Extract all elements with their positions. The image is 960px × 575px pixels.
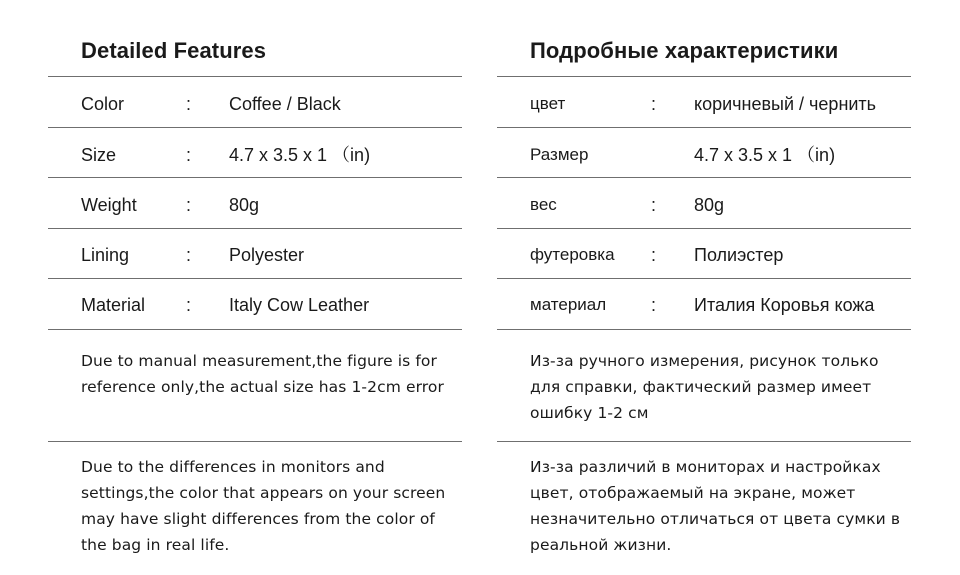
divider: [497, 76, 911, 77]
spec-row-material: [48, 280, 462, 330]
spec-colon: :: [651, 295, 657, 315]
spec-colon: :: [186, 295, 192, 315]
spec-label: материал: [530, 295, 607, 314]
spec-row-lining: [497, 230, 911, 280]
russian-heading: Подробные характеристики: [530, 38, 839, 63]
spec-value: Italy Cow Leather: [229, 295, 370, 315]
spec-value: 4.7 x 3.5 x 1 （in): [694, 145, 836, 165]
spec-label: вес: [530, 195, 557, 214]
spec-label: цвет: [530, 94, 566, 113]
spec-colon: :: [186, 94, 192, 114]
spec-value: 4.7 x 3.5 x 1 （in): [229, 145, 371, 165]
color-note: Due to the differences in monitors and settings,the color that appears on your screen may have slight differences from the color of the bag in real life.: [81, 458, 446, 554]
spec-row-lining: [48, 230, 462, 280]
divider: [497, 127, 911, 128]
divider: [48, 127, 462, 128]
spec-colon: :: [651, 245, 657, 265]
color-note: Из-за различий в мониторах и настройках цвет, отображаемый на экране, может незначительно отличаться от цвета сумки в реальной жизни.: [530, 458, 901, 554]
spec-row-color: [48, 79, 462, 129]
spec-value: Coffee / Black: [229, 94, 341, 114]
spec-value: Полиэстер: [694, 245, 784, 265]
measurement-note: Due to manual measurement,the figure is for reference only,the actual size has 1-2cm error: [81, 352, 444, 396]
divider: [48, 177, 462, 178]
measurement-note: Из-за ручного измерения, рисунок только для справки, фактический размер имеет ошибку 1-2 см: [530, 352, 879, 422]
spec-row-weight: [48, 180, 462, 230]
divider: [497, 177, 911, 178]
divider: [497, 228, 911, 229]
spec-row-size: [48, 130, 462, 180]
spec-row-material: [497, 280, 911, 330]
spec-colon: :: [186, 245, 192, 265]
divider: [497, 441, 911, 442]
spec-value: 80g: [694, 195, 725, 215]
spec-colon: :: [186, 195, 192, 215]
divider: [48, 278, 462, 279]
divider: [48, 76, 462, 77]
divider: [48, 441, 462, 442]
spec-label: Weight: [81, 195, 137, 215]
spec-colon: :: [186, 145, 192, 165]
spec-label: Size: [81, 145, 117, 165]
spec-label: Размер: [530, 145, 589, 164]
divider: [497, 329, 911, 330]
spec-value: коричневый / чернить: [694, 94, 877, 114]
spec-value: Polyester: [229, 245, 305, 265]
spec-label: футеровка: [530, 245, 615, 264]
spec-label: Color: [81, 94, 125, 114]
spec-value: Италия Коровья кожа: [694, 295, 875, 315]
spec-row-color: [497, 79, 911, 129]
spec-colon: :: [651, 94, 657, 114]
spec-label: Material: [81, 295, 146, 315]
spec-label: Lining: [81, 245, 130, 265]
spec-row-weight: [497, 180, 911, 230]
spec-row-size: [497, 130, 911, 180]
divider: [497, 278, 911, 279]
divider: [48, 329, 462, 330]
divider: [48, 228, 462, 229]
spec-colon: :: [651, 195, 657, 215]
spec-value: 80g: [229, 195, 260, 215]
english-heading: Detailed Features: [81, 38, 267, 63]
